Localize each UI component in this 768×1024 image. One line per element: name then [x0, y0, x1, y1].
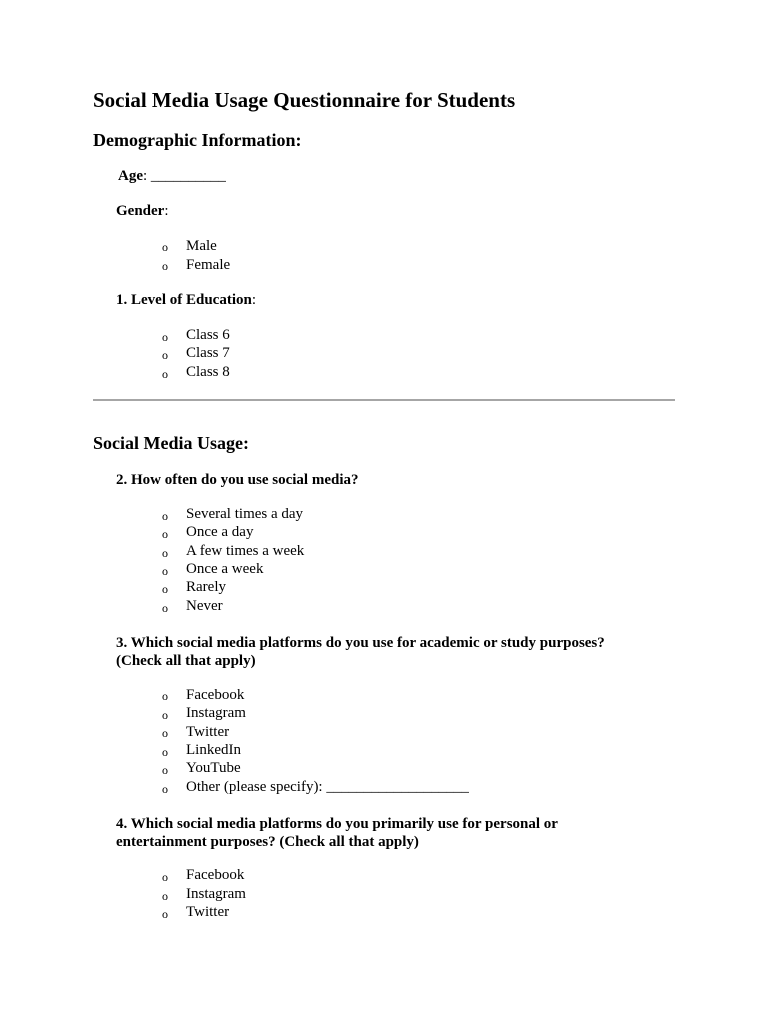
question-3-line-1: 3. Which social media platforms do you use for academic or study purposes? — [116, 635, 605, 651]
frequency-option: Once a week — [186, 561, 264, 577]
bullet-icon: o — [162, 708, 168, 722]
bullet-icon: o — [162, 601, 168, 615]
bullet-icon: o — [162, 367, 168, 381]
bullet-icon: o — [162, 259, 168, 273]
demographics-heading: Demographic Information: — [93, 130, 302, 150]
bullet-icon: o — [162, 763, 168, 777]
personal-platform-option: Facebook — [186, 867, 245, 883]
age-blank: : __________ — [143, 168, 226, 184]
education-option: Class 7 — [186, 345, 230, 361]
bullet-icon: o — [162, 546, 168, 560]
academic-platform-option: Other (please specify): ___________________ — [186, 779, 469, 795]
question-2: 2. How often do you use social media? — [116, 472, 359, 488]
question-4 — [116, 815, 558, 851]
bullet-icon: o — [162, 907, 168, 921]
question-4-line-2: entertainment purposes? (Check all that apply) — [116, 834, 419, 850]
bullet-icon: o — [162, 726, 168, 740]
page-title: Social Media Usage Questionnaire for Students — [93, 88, 516, 112]
academic-platform-option: Twitter — [186, 724, 230, 740]
age-label: Age — [118, 168, 143, 184]
education-colon: : — [251, 292, 257, 308]
bullet-icon: o — [162, 870, 168, 884]
gender-colon: : — [164, 203, 169, 219]
education-option: Class 6 — [186, 327, 230, 343]
education-option: Class 8 — [186, 364, 230, 380]
age-field — [118, 168, 226, 185]
question-3 — [116, 634, 605, 670]
gender-label: Gender — [116, 203, 165, 219]
bullet-icon: o — [162, 348, 168, 362]
education-label: 1. Level of Education — [116, 292, 252, 308]
bullet-icon: o — [162, 240, 168, 254]
gender-field — [116, 203, 169, 220]
gender-option: Male — [186, 238, 217, 254]
frequency-option: Never — [186, 598, 223, 614]
bullet-icon: o — [162, 745, 168, 759]
personal-platform-option: Instagram — [186, 886, 246, 902]
horizontal-divider — [93, 399, 675, 401]
bullet-icon: o — [162, 689, 168, 703]
bullet-icon: o — [162, 564, 168, 578]
gender-option: Female — [186, 257, 231, 273]
question-4-line-1: 4. Which social media platforms do you primarily use for personal or — [116, 816, 558, 832]
usage-heading: Social Media Usage: — [93, 433, 249, 453]
bullet-icon: o — [162, 782, 168, 796]
bullet-icon: o — [162, 509, 168, 523]
frequency-option: Rarely — [186, 579, 226, 595]
academic-platform-option: Facebook — [186, 687, 245, 703]
frequency-option: Once a day — [186, 524, 254, 540]
academic-platform-option: YouTube — [186, 760, 241, 776]
academic-platform-option: Instagram — [186, 705, 246, 721]
personal-platform-option: Twitter — [186, 904, 230, 920]
question-3-line-2: (Check all that apply) — [116, 653, 256, 669]
bullet-icon: o — [162, 330, 168, 344]
bullet-icon: o — [162, 889, 168, 903]
bullet-icon: o — [162, 527, 168, 541]
bullet-icon: o — [162, 582, 168, 596]
frequency-option: A few times a week — [186, 543, 305, 559]
education-field — [116, 292, 256, 309]
academic-platform-option: LinkedIn — [186, 742, 241, 758]
frequency-option: Several times a day — [186, 506, 304, 522]
